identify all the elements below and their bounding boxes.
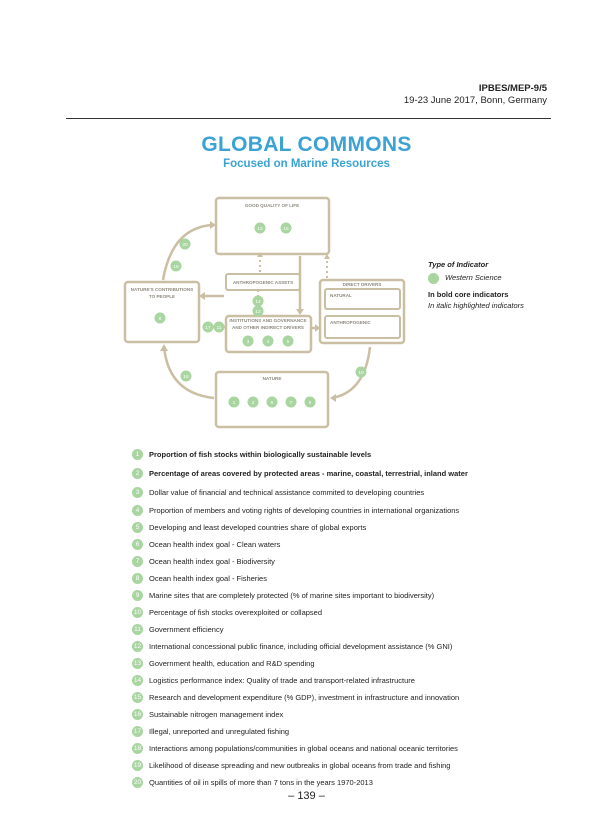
- indicator-number: 6: [132, 539, 143, 550]
- legend-title: Type of Indicator: [428, 260, 489, 269]
- svg-text:5: 5: [286, 339, 290, 345]
- indicator-text: Marine sites that are completely protected (% of marine sites important to biodiversity): [149, 590, 435, 600]
- legend-italic-note: In italic highlighted indicators: [428, 301, 524, 310]
- svg-text:13: 13: [257, 226, 263, 232]
- indicator-number: 11: [132, 624, 143, 635]
- arrow-ncp-to-gql: [163, 225, 212, 280]
- legend-bold-note: In bold core indicators: [428, 290, 509, 299]
- page-subtitle: Focused on Marine Resources: [223, 158, 390, 170]
- indicator-text: Percentage of fish stocks overexploited or collapsed: [149, 607, 323, 617]
- svg-text:10: 10: [358, 370, 364, 376]
- indicator-item: [132, 467, 468, 479]
- indicator-text: Percentage of areas covered by protected areas - marine, coastal, terrestrial, inland water: [149, 468, 468, 478]
- natural-label: NATURAL: [330, 293, 352, 298]
- indicator-item: [132, 657, 315, 669]
- indicator-text: Sustainable nitrogen management index: [149, 709, 284, 719]
- svg-text:1: 1: [232, 400, 236, 406]
- indicator-number: 18: [133, 744, 142, 752]
- western-science-swatch: [428, 273, 439, 284]
- indicator-number: 16: [133, 710, 142, 718]
- indicator-item: [132, 708, 283, 720]
- indicator-number: 1: [132, 449, 143, 460]
- indicator-text: Quantities of oil in spills of more than 7 tons in the years 1970-2013: [149, 777, 373, 787]
- svg-text:7: 7: [289, 400, 293, 406]
- indicator-text: Government health, education and R&D spending: [149, 658, 315, 668]
- indicator-text: Government efficiency: [149, 624, 224, 634]
- indicator-bubble: [203, 322, 214, 333]
- indicator-item: [132, 725, 289, 737]
- indicator-bubble: [155, 313, 166, 324]
- indicator-bubble: [267, 397, 278, 408]
- legend-western-science: Western Science: [445, 273, 502, 282]
- indicator-text: Interactions among populations/communities in global oceans and national oceanic territories: [149, 743, 458, 753]
- svg-text:18: 18: [173, 264, 179, 270]
- anthropogenic-assets-label: ANTHROPOGENIC ASSETS: [232, 280, 294, 285]
- indicator-number: 19: [133, 761, 142, 769]
- svg-text:4: 4: [266, 339, 270, 345]
- indicator-bubble: [229, 397, 240, 408]
- indicator-item: [132, 623, 223, 635]
- page-title: GLOBAL COMMONS: [201, 133, 412, 156]
- svg-text:16: 16: [183, 374, 189, 380]
- indicator-item: [132, 504, 459, 516]
- institutions-label-1: INSTITUTIONS AND GOVERNANCE: [229, 318, 307, 323]
- indicator-item: [132, 572, 267, 584]
- indicator-bubble: [253, 296, 264, 307]
- indicator-text: Likelihood of disease spreading and new outbreaks in global oceans from trade and fishing: [149, 760, 451, 770]
- institutions-label-2: AND OTHER INDIRECT DRIVERS: [232, 325, 304, 330]
- meeting-info: 19-23 June 2017, Bonn, Germany: [403, 95, 547, 106]
- indicator-number: 17: [133, 727, 142, 735]
- indicator-bubble: [243, 336, 254, 347]
- svg-text:17: 17: [205, 325, 211, 331]
- indicator-bubble: [283, 336, 294, 347]
- indicator-item: [132, 448, 371, 460]
- nature-label: NATURE: [262, 376, 282, 381]
- indicator-bubble: [214, 322, 225, 333]
- indicator-item: [132, 606, 322, 618]
- svg-text:9: 9: [308, 400, 312, 406]
- good-quality-label: GOOD QUALITY OF LIFE: [244, 203, 300, 208]
- svg-text:3: 3: [246, 339, 250, 345]
- indicator-text: Research and development expenditure (% GDP), investment in infrastructure and innovation: [149, 692, 460, 702]
- svg-text:6: 6: [270, 400, 274, 406]
- indicator-bubble: [263, 336, 274, 347]
- indicator-number: 9: [132, 590, 143, 601]
- indicator-text: International concessional public finance, including official development assistance (% GNI): [149, 641, 453, 651]
- indicator-number: 12: [133, 642, 142, 650]
- indicator-bubble: [180, 239, 191, 250]
- svg-text:2: 2: [251, 400, 255, 406]
- indicator-text: Proportion of fish stocks within biologically sustainable levels: [149, 449, 372, 459]
- indicator-item: [132, 691, 459, 703]
- indicator-number: 10: [133, 608, 142, 616]
- indicator-item: [132, 640, 452, 652]
- indicator-text: Logistics performance index: Quality of trade and transport-related infrastructure: [149, 675, 415, 685]
- indicator-text: Ocean health index goal - Biodiversity: [149, 556, 275, 566]
- svg-text:14: 14: [255, 299, 261, 305]
- indicator-bubble: [181, 371, 192, 382]
- indicator-number: 4: [132, 505, 143, 516]
- svg-text:12: 12: [255, 309, 261, 315]
- indicator-number: 3: [132, 487, 143, 498]
- indicator-item: [132, 674, 415, 686]
- indicator-bubble: [255, 223, 266, 234]
- ncp-label-1: NATURE'S CONTRIBUTIONS: [130, 287, 194, 292]
- indicator-text: Developing and least developed countries share of global exports: [149, 522, 367, 532]
- indicator-number: 15: [133, 693, 142, 701]
- indicator-text: Ocean health index goal - Clean waters: [149, 539, 281, 549]
- direct-drivers-label: DIRECT DRIVERS: [342, 282, 382, 287]
- ncp-label-2: TO PEOPLE: [148, 294, 176, 299]
- svg-text:20: 20: [182, 242, 188, 248]
- indicator-item: [132, 776, 373, 788]
- indicator-text: Proportion of members and voting rights of developing countries in international organizations: [149, 505, 460, 515]
- indicator-bubble: [281, 223, 292, 234]
- indicator-bubble: [286, 397, 297, 408]
- indicator-item: [132, 555, 275, 567]
- indicator-bubble: [171, 261, 182, 272]
- svg-text:15: 15: [283, 226, 289, 232]
- document-id: IPBES/MEP-9/5: [478, 83, 547, 94]
- anthropogenic-label: ANTHROPOGENIC: [330, 320, 371, 325]
- indicator-item: [132, 486, 424, 498]
- page-number: – 139 –: [288, 790, 325, 802]
- indicator-item: [132, 742, 458, 754]
- indicator-bubble: [356, 367, 367, 378]
- indicator-item: [132, 521, 366, 533]
- indicator-text: Dollar value of financial and technical assistance commited to developing countries: [149, 487, 425, 497]
- svg-text:8: 8: [158, 316, 162, 322]
- indicator-number: 14: [133, 676, 142, 684]
- indicator-number: 13: [133, 659, 142, 667]
- indicator-number: 7: [132, 556, 143, 567]
- indicator-text: Illegal, unreported and unregulated fishing: [149, 726, 290, 736]
- indicator-text: Ocean health index goal - Fisheries: [149, 573, 267, 583]
- indicator-item: [132, 538, 280, 550]
- svg-text:11: 11: [216, 325, 222, 331]
- indicator-item: [132, 759, 450, 771]
- indicator-bubble: [305, 397, 316, 408]
- indicator-number: 20: [133, 778, 142, 786]
- natural-drivers-box: [325, 289, 400, 309]
- indicator-number: 8: [132, 573, 143, 584]
- indicator-number: 2: [132, 468, 143, 479]
- indicator-number: 5: [132, 522, 143, 533]
- indicator-bubble: [248, 397, 259, 408]
- indicator-bubble: [253, 306, 264, 317]
- indicator-item: [132, 589, 434, 601]
